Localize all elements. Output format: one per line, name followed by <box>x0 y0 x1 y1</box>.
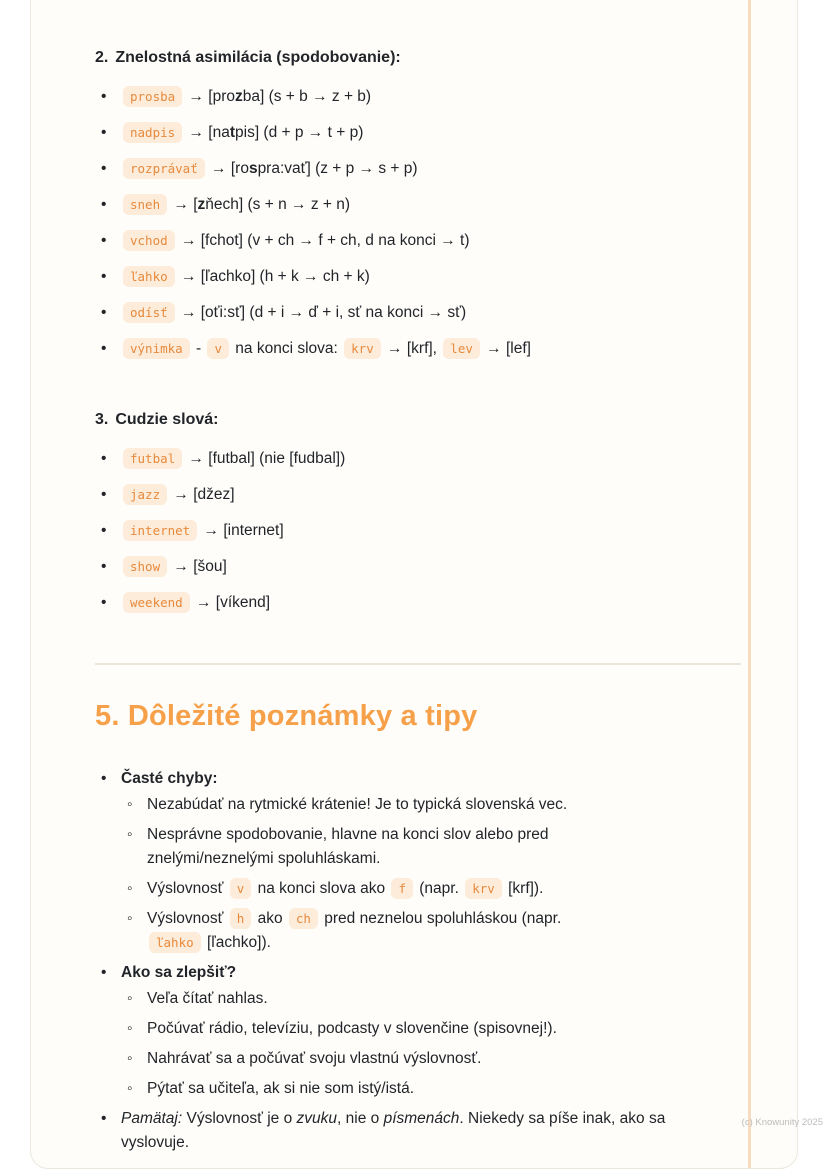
text-run: → [ro <box>206 160 249 177</box>
tips-list <box>95 767 695 1155</box>
bullet-list <box>95 447 695 615</box>
list-item-content <box>121 522 284 539</box>
text-run: Nezabúdať na rytmické krátenie! Je to typická slovenská vec. <box>147 796 568 813</box>
list-item <box>95 301 695 325</box>
text-run: pis] (d + p → t + p) <box>235 124 364 141</box>
text-run: → [ľachko] (h + k → ch + k) <box>176 268 370 285</box>
sub-item <box>121 987 621 1011</box>
numbered-heading <box>95 409 695 431</box>
list-item <box>95 591 695 615</box>
bold-text: t <box>229 124 235 141</box>
sub-item <box>121 1047 621 1071</box>
scrollbar-track[interactable] <box>748 0 751 1168</box>
circle-marker: ◦ <box>127 1080 133 1097</box>
text-run: . Niekedy sa píše inak, ako sa vyslovuje. <box>121 1110 666 1151</box>
list-item-content <box>121 450 345 467</box>
bullet-marker: • <box>101 558 107 575</box>
circle-marker: ◦ <box>127 990 133 1007</box>
text-run: → [víkend] <box>191 594 271 611</box>
document-card <box>30 0 798 1169</box>
text-run: Nesprávne spodobovanie, hlavne na konci slov alebo pred znelými/neznelými spoluhláskami. <box>147 826 549 867</box>
bullet-marker: • <box>101 450 107 467</box>
circle-marker: ◦ <box>127 1050 133 1067</box>
list-item <box>95 447 695 471</box>
code-chip: ľahko <box>149 932 201 953</box>
bullet-marker: • <box>101 88 107 105</box>
bullet-marker: • <box>101 160 107 177</box>
bold-text: s <box>248 160 258 177</box>
code-chip: krv <box>465 878 502 899</box>
bullet-list <box>95 85 695 361</box>
list-item-content <box>121 232 470 249</box>
circle-marker: ◦ <box>127 796 133 813</box>
code-chip: f <box>391 878 413 899</box>
circle-marker: ◦ <box>127 1020 133 1037</box>
list-number: 2. <box>95 49 109 66</box>
text-run: → [šou] <box>169 558 227 575</box>
code-chip: jazz <box>123 484 167 505</box>
list-item <box>95 121 695 145</box>
sub-item-content <box>147 796 567 813</box>
circle-marker: ◦ <box>127 880 133 897</box>
text-run: → [oťi:sť] (d + i → ď + i, sť na konci → sť) <box>176 304 467 321</box>
tips-lead <box>121 1110 665 1151</box>
italic-text: písmenách <box>383 1110 460 1127</box>
sub-item-content <box>147 990 268 1007</box>
text-run: na konci slova: <box>231 340 343 357</box>
text-run: pra:vať] (z + p → s + p) <box>257 160 418 177</box>
tips-item <box>95 767 695 955</box>
list-item <box>95 85 695 109</box>
text-run: → [pro <box>184 88 235 105</box>
list-item-content <box>121 486 235 503</box>
text-run: → [fchot] (v + ch → f + ch, d na konci → t) <box>176 232 470 249</box>
list-item <box>95 337 695 361</box>
text-run: Pýtať sa učiteľa, ak si nie som istý/istá. <box>147 1080 415 1097</box>
sub-item <box>121 823 621 871</box>
numbered-section <box>95 47 695 361</box>
bullet-marker: • <box>101 1110 107 1127</box>
sub-item-content <box>147 826 549 867</box>
sub-list <box>121 987 621 1101</box>
list-item-content <box>121 268 370 285</box>
text-run: , nie o <box>337 1110 384 1127</box>
sub-item <box>121 1077 621 1101</box>
bullet-marker: • <box>101 340 107 357</box>
code-chip: show <box>123 556 167 577</box>
text-run: → [ <box>169 196 198 213</box>
text-run: (napr. <box>414 880 464 897</box>
document-content <box>95 47 695 1161</box>
code-chip: ľahko <box>123 266 175 287</box>
code-chip: sneh <box>123 194 167 215</box>
list-item-content <box>121 340 531 357</box>
bullet-marker: • <box>101 964 107 981</box>
code-chip: ch <box>289 908 318 929</box>
text-run: → [futbal] (nie [fudbal]) <box>184 450 346 467</box>
section-heading: 5. Dôležité poznámky a tipy <box>95 700 478 732</box>
numbered-section <box>95 409 695 615</box>
text-run: → [internet] <box>199 522 284 539</box>
bullet-marker: • <box>101 196 107 213</box>
code-chip: internet <box>123 520 197 541</box>
code-chip: rozprávať <box>123 158 205 179</box>
sub-item-content <box>147 880 543 897</box>
text-run: → [lef] <box>481 340 531 357</box>
list-item-content <box>121 558 227 575</box>
list-item <box>95 229 695 253</box>
code-chip: nadpis <box>123 122 182 143</box>
list-item <box>95 265 695 289</box>
sub-list <box>121 793 621 955</box>
bullet-marker: • <box>101 594 107 611</box>
list-item <box>95 555 695 579</box>
code-chip: weekend <box>123 592 190 613</box>
list-number: 3. <box>95 411 109 428</box>
list-item-content <box>121 124 363 141</box>
divider <box>95 663 741 665</box>
code-chip: vchod <box>123 230 175 251</box>
sub-item-content <box>147 1050 482 1067</box>
sub-item-content <box>147 910 561 951</box>
bullet-marker: • <box>101 770 107 787</box>
text-run: → [na <box>184 124 230 141</box>
list-item <box>95 483 695 507</box>
list-item-content <box>121 594 270 611</box>
text-run: Výslovnosť je o <box>182 1110 297 1127</box>
tips-item <box>95 961 695 1101</box>
bold-text: Ako sa zlepšiť? <box>121 964 237 981</box>
bullet-marker: • <box>101 232 107 249</box>
list-item-content <box>121 196 350 213</box>
text-run: na konci slova ako <box>253 880 390 897</box>
text-run: → [džez] <box>169 486 235 503</box>
text-run: Nahrávať sa a počúvať svoju vlastnú výslovnosť. <box>147 1050 482 1067</box>
list-item-content <box>121 88 371 105</box>
list-item-content <box>121 304 466 321</box>
sub-item <box>121 793 621 817</box>
code-chip: prosba <box>123 86 182 107</box>
code-chip: v <box>230 878 252 899</box>
italic-text: Pamätaj: <box>121 1110 183 1127</box>
sub-item-content <box>147 1020 557 1037</box>
text-run: Výslovnosť <box>147 910 228 927</box>
tips-lead <box>121 770 217 787</box>
text-run: - <box>191 340 206 357</box>
text-run: ako <box>253 910 287 927</box>
list-item <box>95 157 695 181</box>
tips-lead <box>121 964 236 981</box>
sub-item-content <box>147 1080 414 1097</box>
sub-item <box>121 877 621 901</box>
code-chip: lev <box>443 338 480 359</box>
code-chip: výnimka <box>123 338 190 359</box>
text-run: → [krf], <box>382 340 442 357</box>
code-chip: h <box>230 908 252 929</box>
bold-text: z <box>234 88 243 105</box>
circle-marker: ◦ <box>127 910 133 927</box>
bullet-marker: • <box>101 268 107 285</box>
bullet-marker: • <box>101 124 107 141</box>
list-item-content <box>121 160 418 177</box>
bold-text: z <box>197 196 206 213</box>
text-run: ba] (s + b → z + b) <box>242 88 372 105</box>
sub-item <box>121 907 621 955</box>
bullet-marker: • <box>101 304 107 321</box>
code-chip: krv <box>344 338 381 359</box>
circle-marker: ◦ <box>127 826 133 843</box>
code-chip: v <box>207 338 229 359</box>
text-run: [krf]). <box>503 880 544 897</box>
list-item <box>95 519 695 543</box>
italic-text: zvuku <box>296 1110 338 1127</box>
text-run: Výslovnosť <box>147 880 228 897</box>
text-run: pred neznelou spoluhláskou (napr. <box>319 910 562 927</box>
text-run: Počúvať rádio, televíziu, podcasty v slovenčine (spisovnej!). <box>147 1020 557 1037</box>
watermark: (c) Knowunity 2025 <box>741 1117 823 1128</box>
section-title: Znelostná asimilácia (spodobovanie): <box>115 49 401 66</box>
tips-item <box>95 1107 695 1155</box>
bullet-marker: • <box>101 486 107 503</box>
text-run: Veľa čítať nahlas. <box>147 990 268 1007</box>
numbered-heading <box>95 47 695 69</box>
sub-item <box>121 1017 621 1041</box>
text-run: [ľachko]). <box>202 934 271 951</box>
code-chip: odísť <box>123 302 175 323</box>
bold-text: Časté chyby: <box>121 770 218 787</box>
text-run: ňech] (s + n → z + n) <box>205 196 351 213</box>
code-chip: futbal <box>123 448 182 469</box>
section-title: Cudzie slová: <box>115 411 219 428</box>
bullet-marker: • <box>101 522 107 539</box>
list-item <box>95 193 695 217</box>
